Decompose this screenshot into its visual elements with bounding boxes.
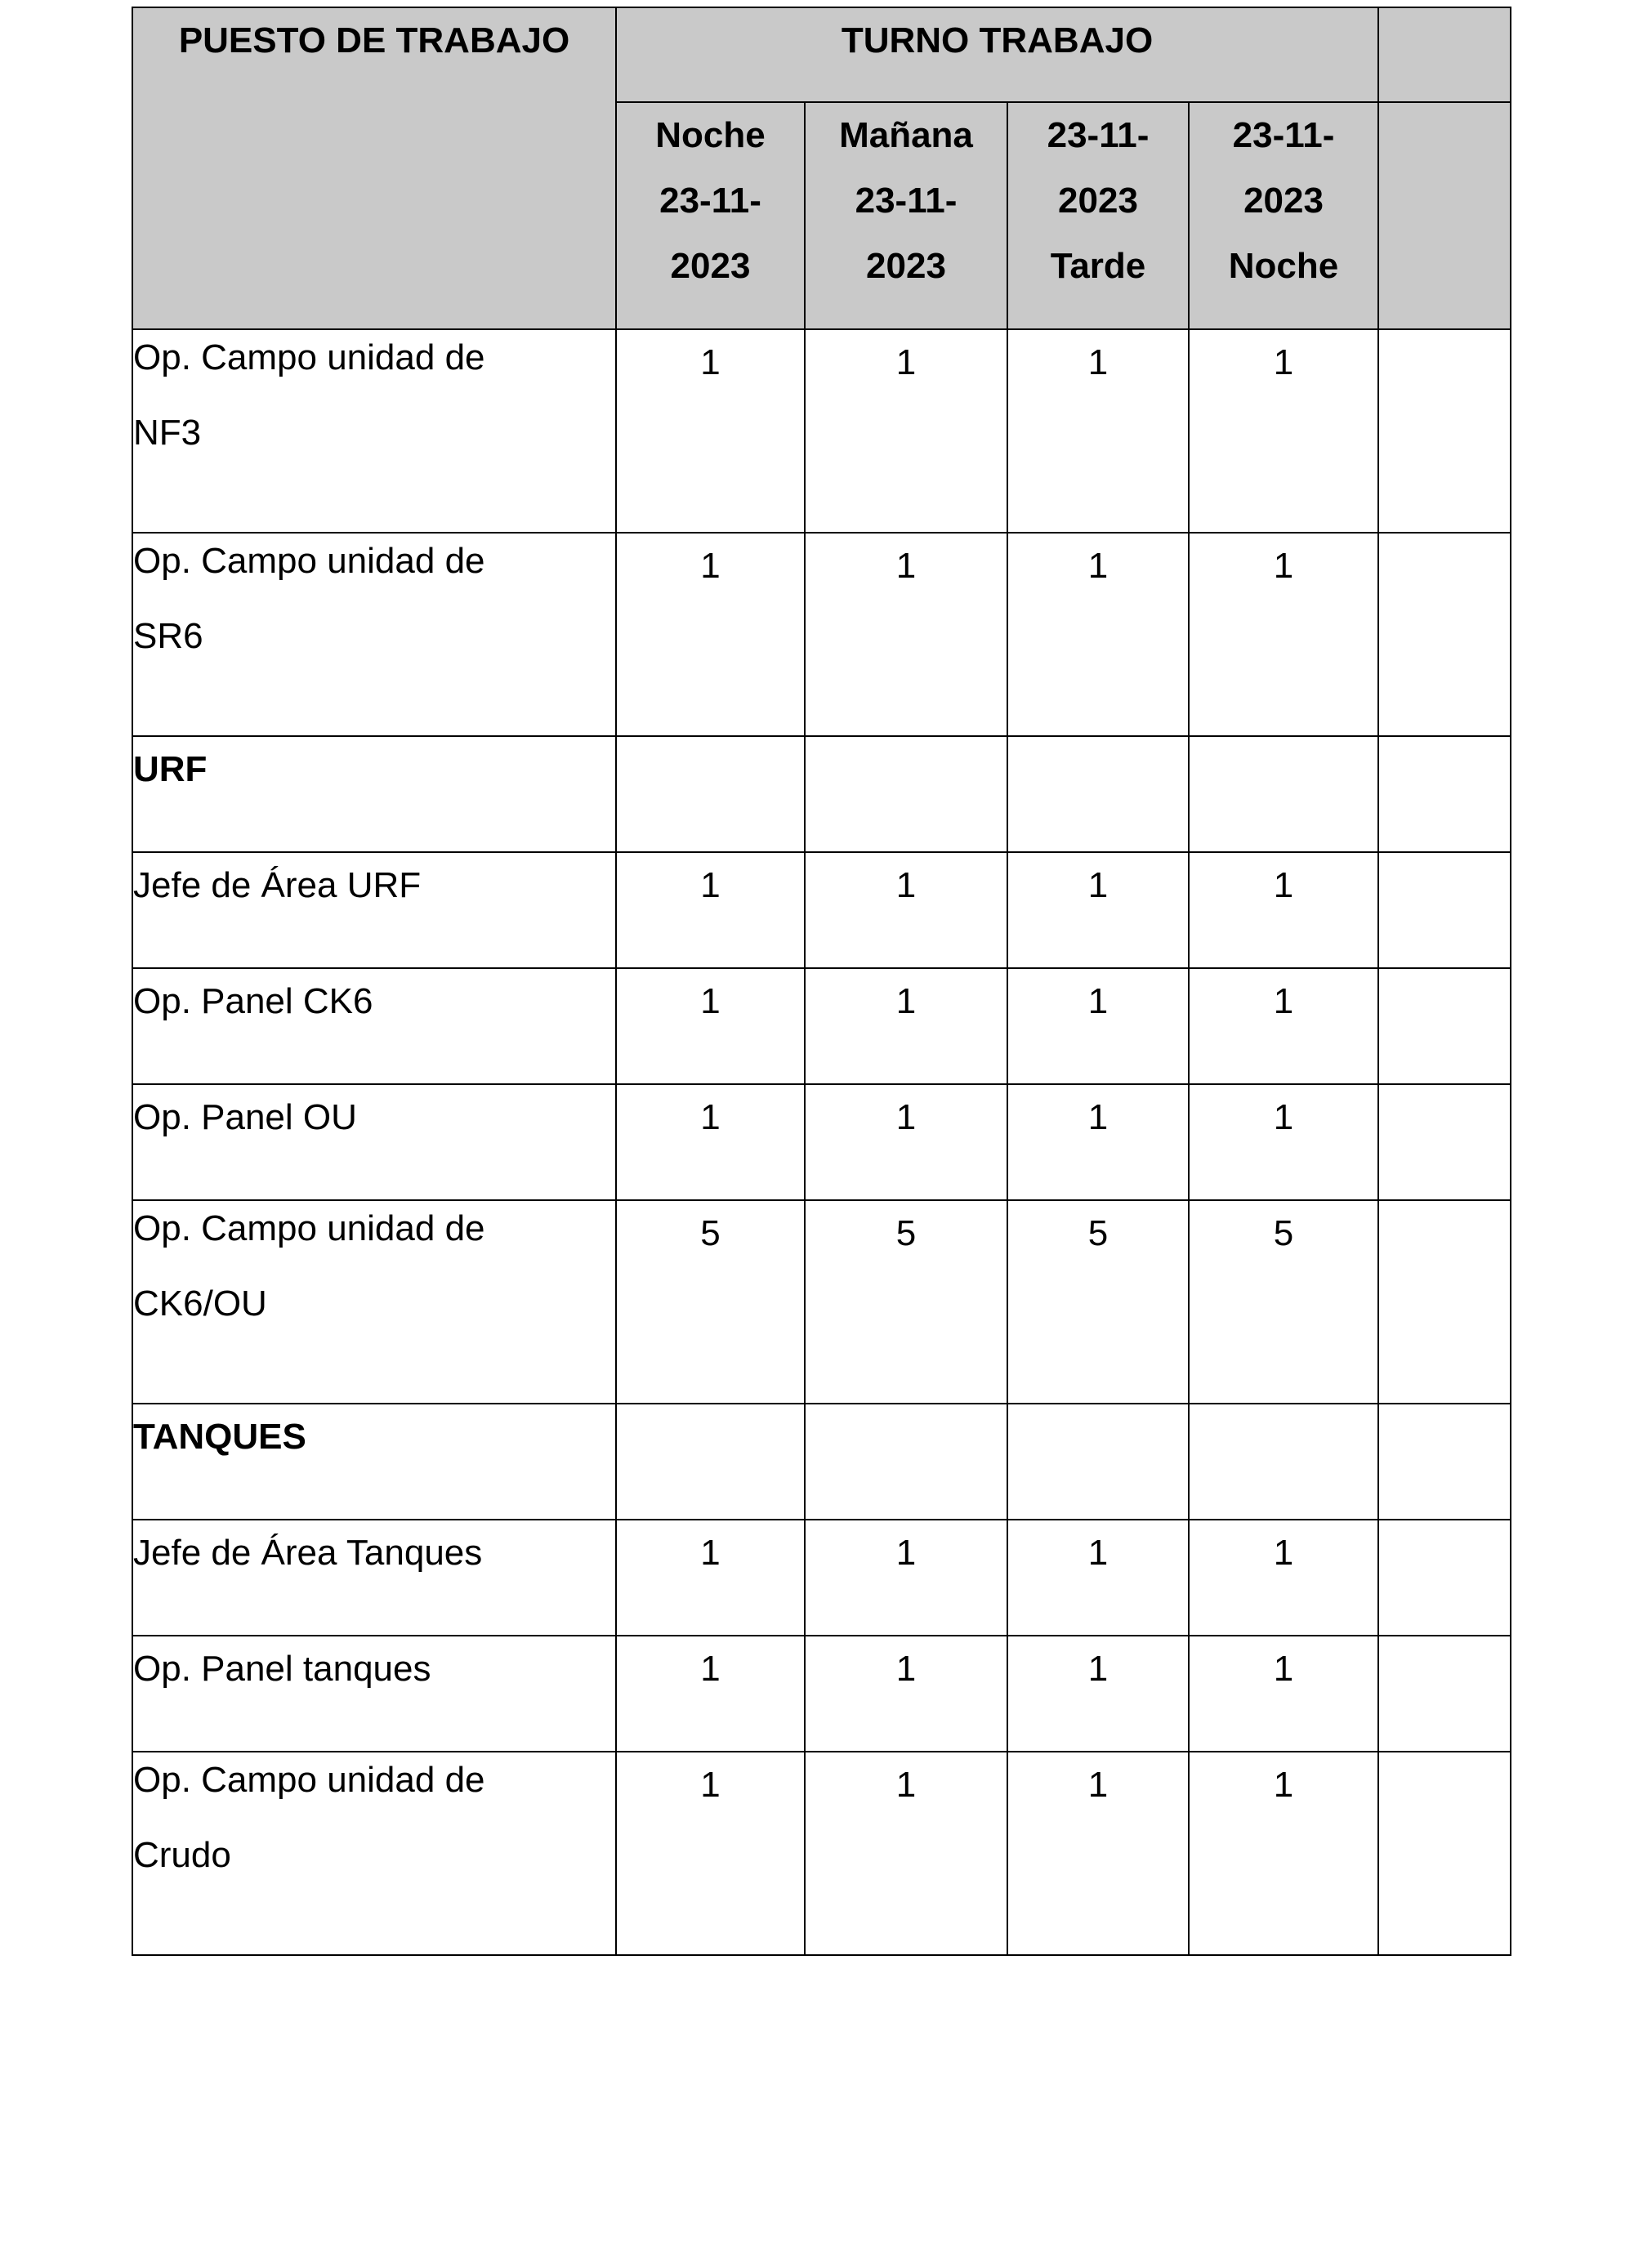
header-col-manana — [805, 102, 1007, 329]
empty-cell — [1007, 1404, 1189, 1520]
cell-value: 1 — [1189, 1636, 1378, 1752]
table-row — [132, 1636, 1511, 1752]
cell-value: 5 — [616, 1200, 805, 1404]
section-row — [132, 1404, 1511, 1520]
header-col-line: Tarde — [1050, 246, 1146, 286]
row-label-line: Op. Campo unidad de — [133, 1208, 485, 1248]
cell-value: 1 — [1189, 852, 1378, 968]
table-row — [132, 852, 1511, 968]
cell-value: 1 — [616, 533, 805, 736]
header-empty-cell — [1378, 102, 1511, 329]
table-row — [132, 1752, 1511, 1955]
row-label-line: Op. Campo unidad de — [133, 541, 485, 581]
cell-value: 1 — [805, 1520, 1007, 1636]
header-empty-cell — [1378, 7, 1511, 102]
cell-value: 5 — [805, 1200, 1007, 1404]
table-row — [132, 533, 1511, 736]
empty-cell — [1007, 736, 1189, 852]
cell-value: 5 — [1189, 1200, 1378, 1404]
empty-cell — [1378, 1404, 1511, 1520]
header-col-line: 23-11- — [659, 181, 761, 221]
cell-value: 1 — [805, 533, 1007, 736]
empty-cell — [805, 736, 1007, 852]
row-label: Jefe de Área URF — [132, 852, 616, 968]
cell-value: 1 — [616, 329, 805, 533]
table-row — [132, 1200, 1511, 1404]
header-col-line: 2023 — [866, 246, 946, 286]
table-row — [132, 329, 1511, 533]
row-label-line: Op. Campo unidad de — [133, 1760, 485, 1800]
cell-value: 1 — [1007, 329, 1189, 533]
row-label — [132, 533, 616, 736]
header-turno-trabajo: TURNO TRABAJO — [616, 7, 1378, 102]
shift-staffing-table — [132, 7, 1511, 1956]
row-label-line: CK6/OU — [133, 1284, 267, 1324]
section-label-urf: URF — [132, 736, 616, 852]
cell-value: 1 — [1007, 968, 1189, 1084]
row-label-line: Op. Campo unidad de — [133, 337, 485, 377]
row-label-line: SR6 — [133, 616, 203, 656]
cell-value: 1 — [805, 329, 1007, 533]
empty-cell — [1378, 1636, 1511, 1752]
cell-value: 1 — [1189, 968, 1378, 1084]
row-label: Op. Panel tanques — [132, 1636, 616, 1752]
cell-value: 1 — [1189, 1084, 1378, 1200]
header-col-line: Mañana — [839, 115, 973, 155]
cell-value: 1 — [1007, 1636, 1189, 1752]
empty-cell — [1378, 852, 1511, 968]
header-col-tarde — [1007, 102, 1189, 329]
cell-value: 5 — [1007, 1200, 1189, 1404]
header-col-line: 2023 — [670, 246, 751, 286]
row-label — [132, 329, 616, 533]
empty-cell — [616, 736, 805, 852]
row-label-line: Crudo — [133, 1835, 231, 1875]
header-puesto-de-trabajo: PUESTO DE TRABAJO — [132, 7, 616, 329]
section-row — [132, 736, 1511, 852]
cell-value: 1 — [1007, 533, 1189, 736]
empty-cell — [1378, 968, 1511, 1084]
empty-cell — [1378, 1200, 1511, 1404]
cell-value: 1 — [616, 852, 805, 968]
cell-value: 1 — [1189, 1752, 1378, 1955]
row-label — [132, 1752, 616, 1955]
empty-cell — [616, 1404, 805, 1520]
header-col-noche — [616, 102, 805, 329]
table-row — [132, 1084, 1511, 1200]
header-col-line: Noche — [1228, 246, 1339, 286]
cell-value: 1 — [616, 1084, 805, 1200]
cell-value: 1 — [1189, 329, 1378, 533]
cell-value: 1 — [1007, 1520, 1189, 1636]
section-label-tanques: TANQUES — [132, 1404, 616, 1520]
header-col-line: 23-11- — [1232, 115, 1335, 155]
row-label: Op. Panel OU — [132, 1084, 616, 1200]
header-col-line: 23-11- — [855, 181, 958, 221]
empty-cell — [1189, 736, 1378, 852]
cell-value: 1 — [1007, 852, 1189, 968]
cell-value: 1 — [805, 1636, 1007, 1752]
cell-value: 1 — [616, 1752, 805, 1955]
cell-value: 1 — [805, 1752, 1007, 1955]
row-label-line: NF3 — [133, 413, 202, 453]
table-row — [132, 1520, 1511, 1636]
cell-value: 1 — [805, 968, 1007, 1084]
empty-cell — [1378, 1520, 1511, 1636]
empty-cell — [1378, 1752, 1511, 1955]
header-col-line: 2023 — [1058, 181, 1138, 221]
empty-cell — [1378, 1084, 1511, 1200]
cell-value: 1 — [1007, 1752, 1189, 1955]
row-label — [132, 1200, 616, 1404]
cell-value: 1 — [616, 968, 805, 1084]
header-col-line: Noche — [655, 115, 766, 155]
cell-value: 1 — [1007, 1084, 1189, 1200]
empty-cell — [1378, 736, 1511, 852]
cell-value: 1 — [616, 1636, 805, 1752]
header-col-line: 23-11- — [1047, 115, 1150, 155]
header-col-line: 2023 — [1243, 181, 1324, 221]
cell-value: 1 — [805, 1084, 1007, 1200]
cell-value: 1 — [805, 852, 1007, 968]
empty-cell — [805, 1404, 1007, 1520]
empty-cell — [1189, 1404, 1378, 1520]
header-col-noche-2 — [1189, 102, 1378, 329]
cell-value: 1 — [616, 1520, 805, 1636]
empty-cell — [1378, 329, 1511, 533]
empty-cell — [1378, 533, 1511, 736]
table-row — [132, 968, 1511, 1084]
cell-value: 1 — [1189, 533, 1378, 736]
cell-value: 1 — [1189, 1520, 1378, 1636]
row-label: Op. Panel CK6 — [132, 968, 616, 1084]
row-label: Jefe de Área Tanques — [132, 1520, 616, 1636]
